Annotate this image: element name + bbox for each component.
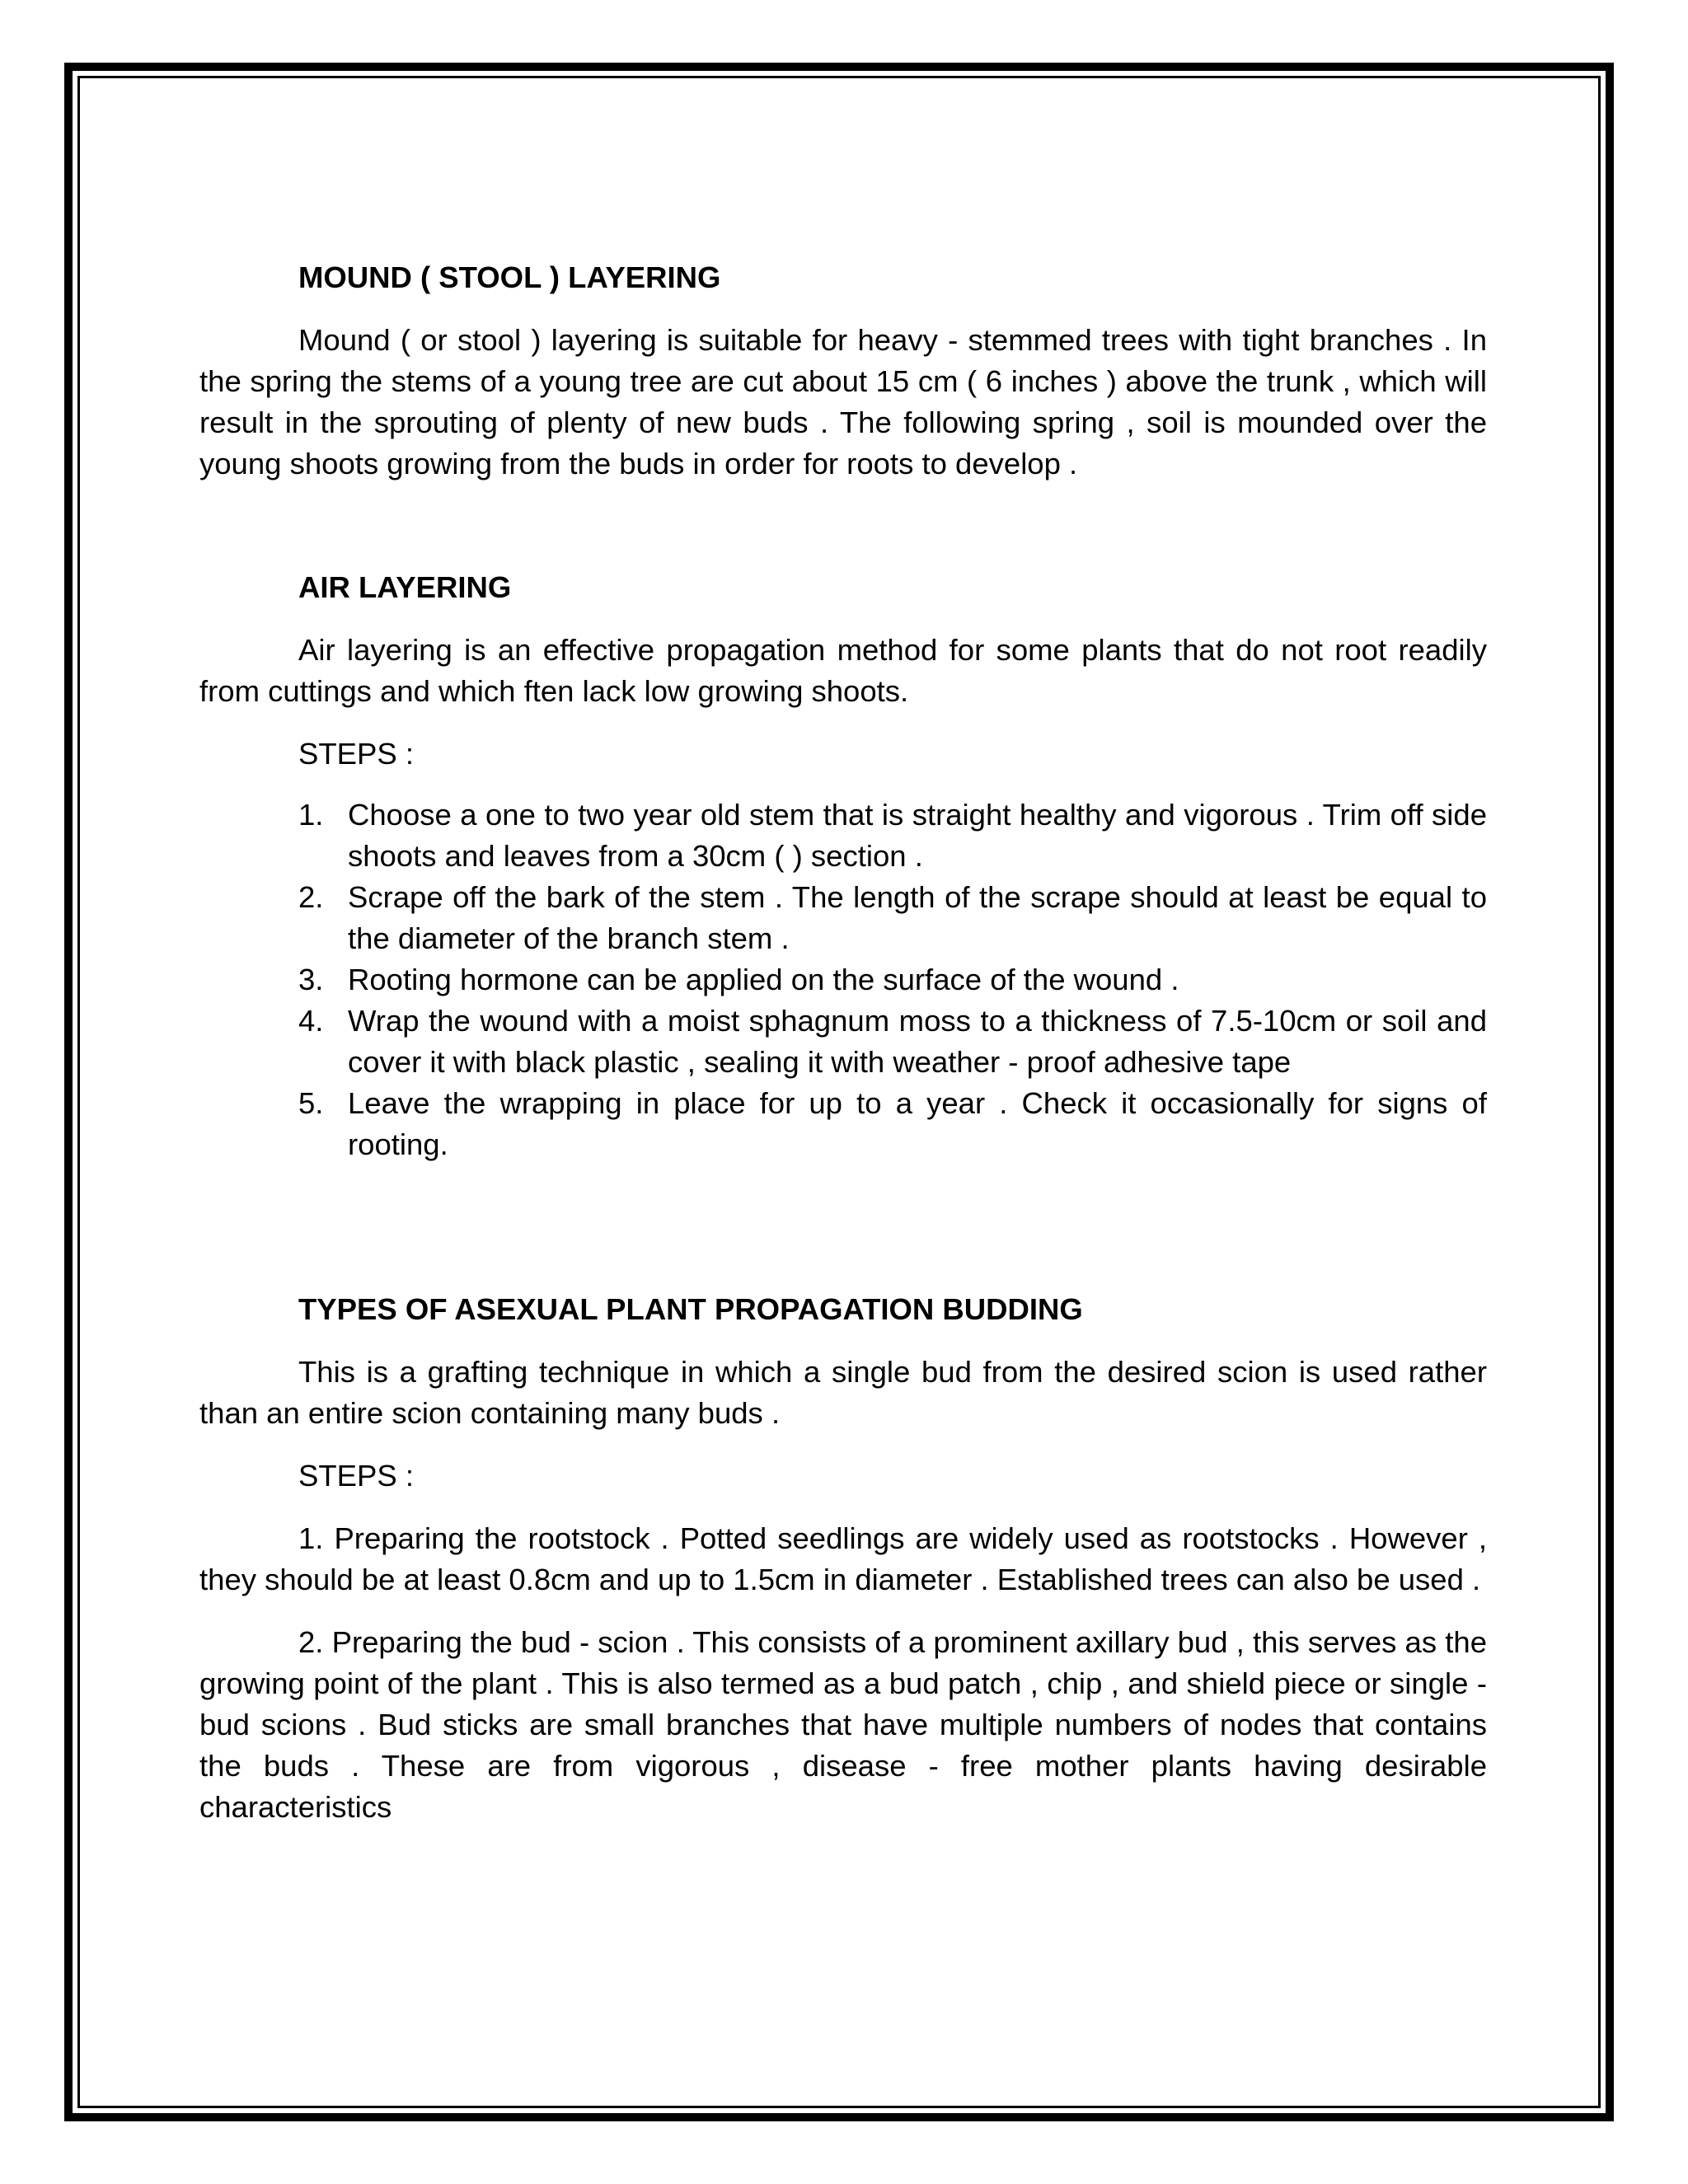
- list-item-text: Choose a one to two year old stem that is straight healthy and vigorous . Trim off side shoots and leaves from a 30cm ( ) section .: [348, 798, 1487, 873]
- list-item: [199, 877, 1487, 959]
- list-item: [199, 794, 1487, 877]
- list-item-number: 5.: [298, 1086, 324, 1120]
- paragraph-air-layering: Air layering is an effective propagation method for some plants that do not root readily from cuttings and which ften lack low growing shoots.: [199, 633, 1487, 708]
- list-item-text: Wrap the wound with a moist sphagnum moss to a thickness of 7.5-10cm or soil and cover it with black plastic , sealing it with weather - proof adhesive tape: [348, 1004, 1487, 1079]
- step-paragraph-rootstock: 1. Preparing the rootstock . Potted seedlings are widely used as rootstocks . However , they should be at least 0.8cm and up to 1.5cm in diameter . Established trees can also be used .: [199, 1521, 1487, 1596]
- list-item-text: Scrape off the bark of the stem . The length of the scrape should at least be equal to the diameter of the branch stem .: [348, 880, 1487, 955]
- section-heading-budding: TYPES OF ASEXUAL PLANT PROPAGATION BUDDING: [298, 1292, 1083, 1326]
- list-item-text: Leave the wrapping in place for up to a year . Check it occasionally for signs of rooting.: [348, 1086, 1487, 1161]
- paragraph-mound-layering: Mound ( or stool ) layering is suitable for heavy - stemmed trees with tight branches . In the spring the stems of a young tree are cut about 15 cm ( 6 inches ) above the trunk , which will result in the sprouting of plenty of new buds . The following spring , soil is mounded over the young shoots growing from the buds in order for roots to develop .: [199, 323, 1487, 480]
- air-layering-steps-list: [199, 794, 1487, 1165]
- list-item-number: 4.: [298, 1004, 324, 1038]
- paragraph-budding: This is a grafting technique in which a single bud from the desired scion is used rather than an entire scion containing many buds .: [199, 1355, 1487, 1430]
- list-item-number: 3.: [298, 963, 324, 996]
- list-item: [199, 1083, 1487, 1165]
- document-body: [199, 257, 1487, 1828]
- section-heading-air-layering: AIR LAYERING: [298, 570, 512, 604]
- steps-label: STEPS :: [298, 737, 414, 771]
- list-item-text: Rooting hormone can be applied on the surface of the wound .: [348, 963, 1179, 996]
- steps-label: STEPS :: [298, 1459, 414, 1493]
- list-item-number: 1.: [298, 798, 324, 832]
- step-paragraph-bud-scion: 2. Preparing the bud - scion . This consists of a prominent axillary bud , this serves as the growing point of the plant . This is also termed as a bud patch , chip , and shield piece or single - bud scions . Bud sticks are small branches that have multiple numbers of nodes that contains the buds . These are from vigorous , disease - free mother plants having desirable characteristics: [199, 1625, 1487, 1824]
- section-heading-mound-layering: MOUND ( STOOL ) LAYERING: [298, 260, 721, 294]
- list-item: [199, 1001, 1487, 1083]
- list-item-number: 2.: [298, 880, 324, 914]
- list-item: [199, 959, 1487, 1001]
